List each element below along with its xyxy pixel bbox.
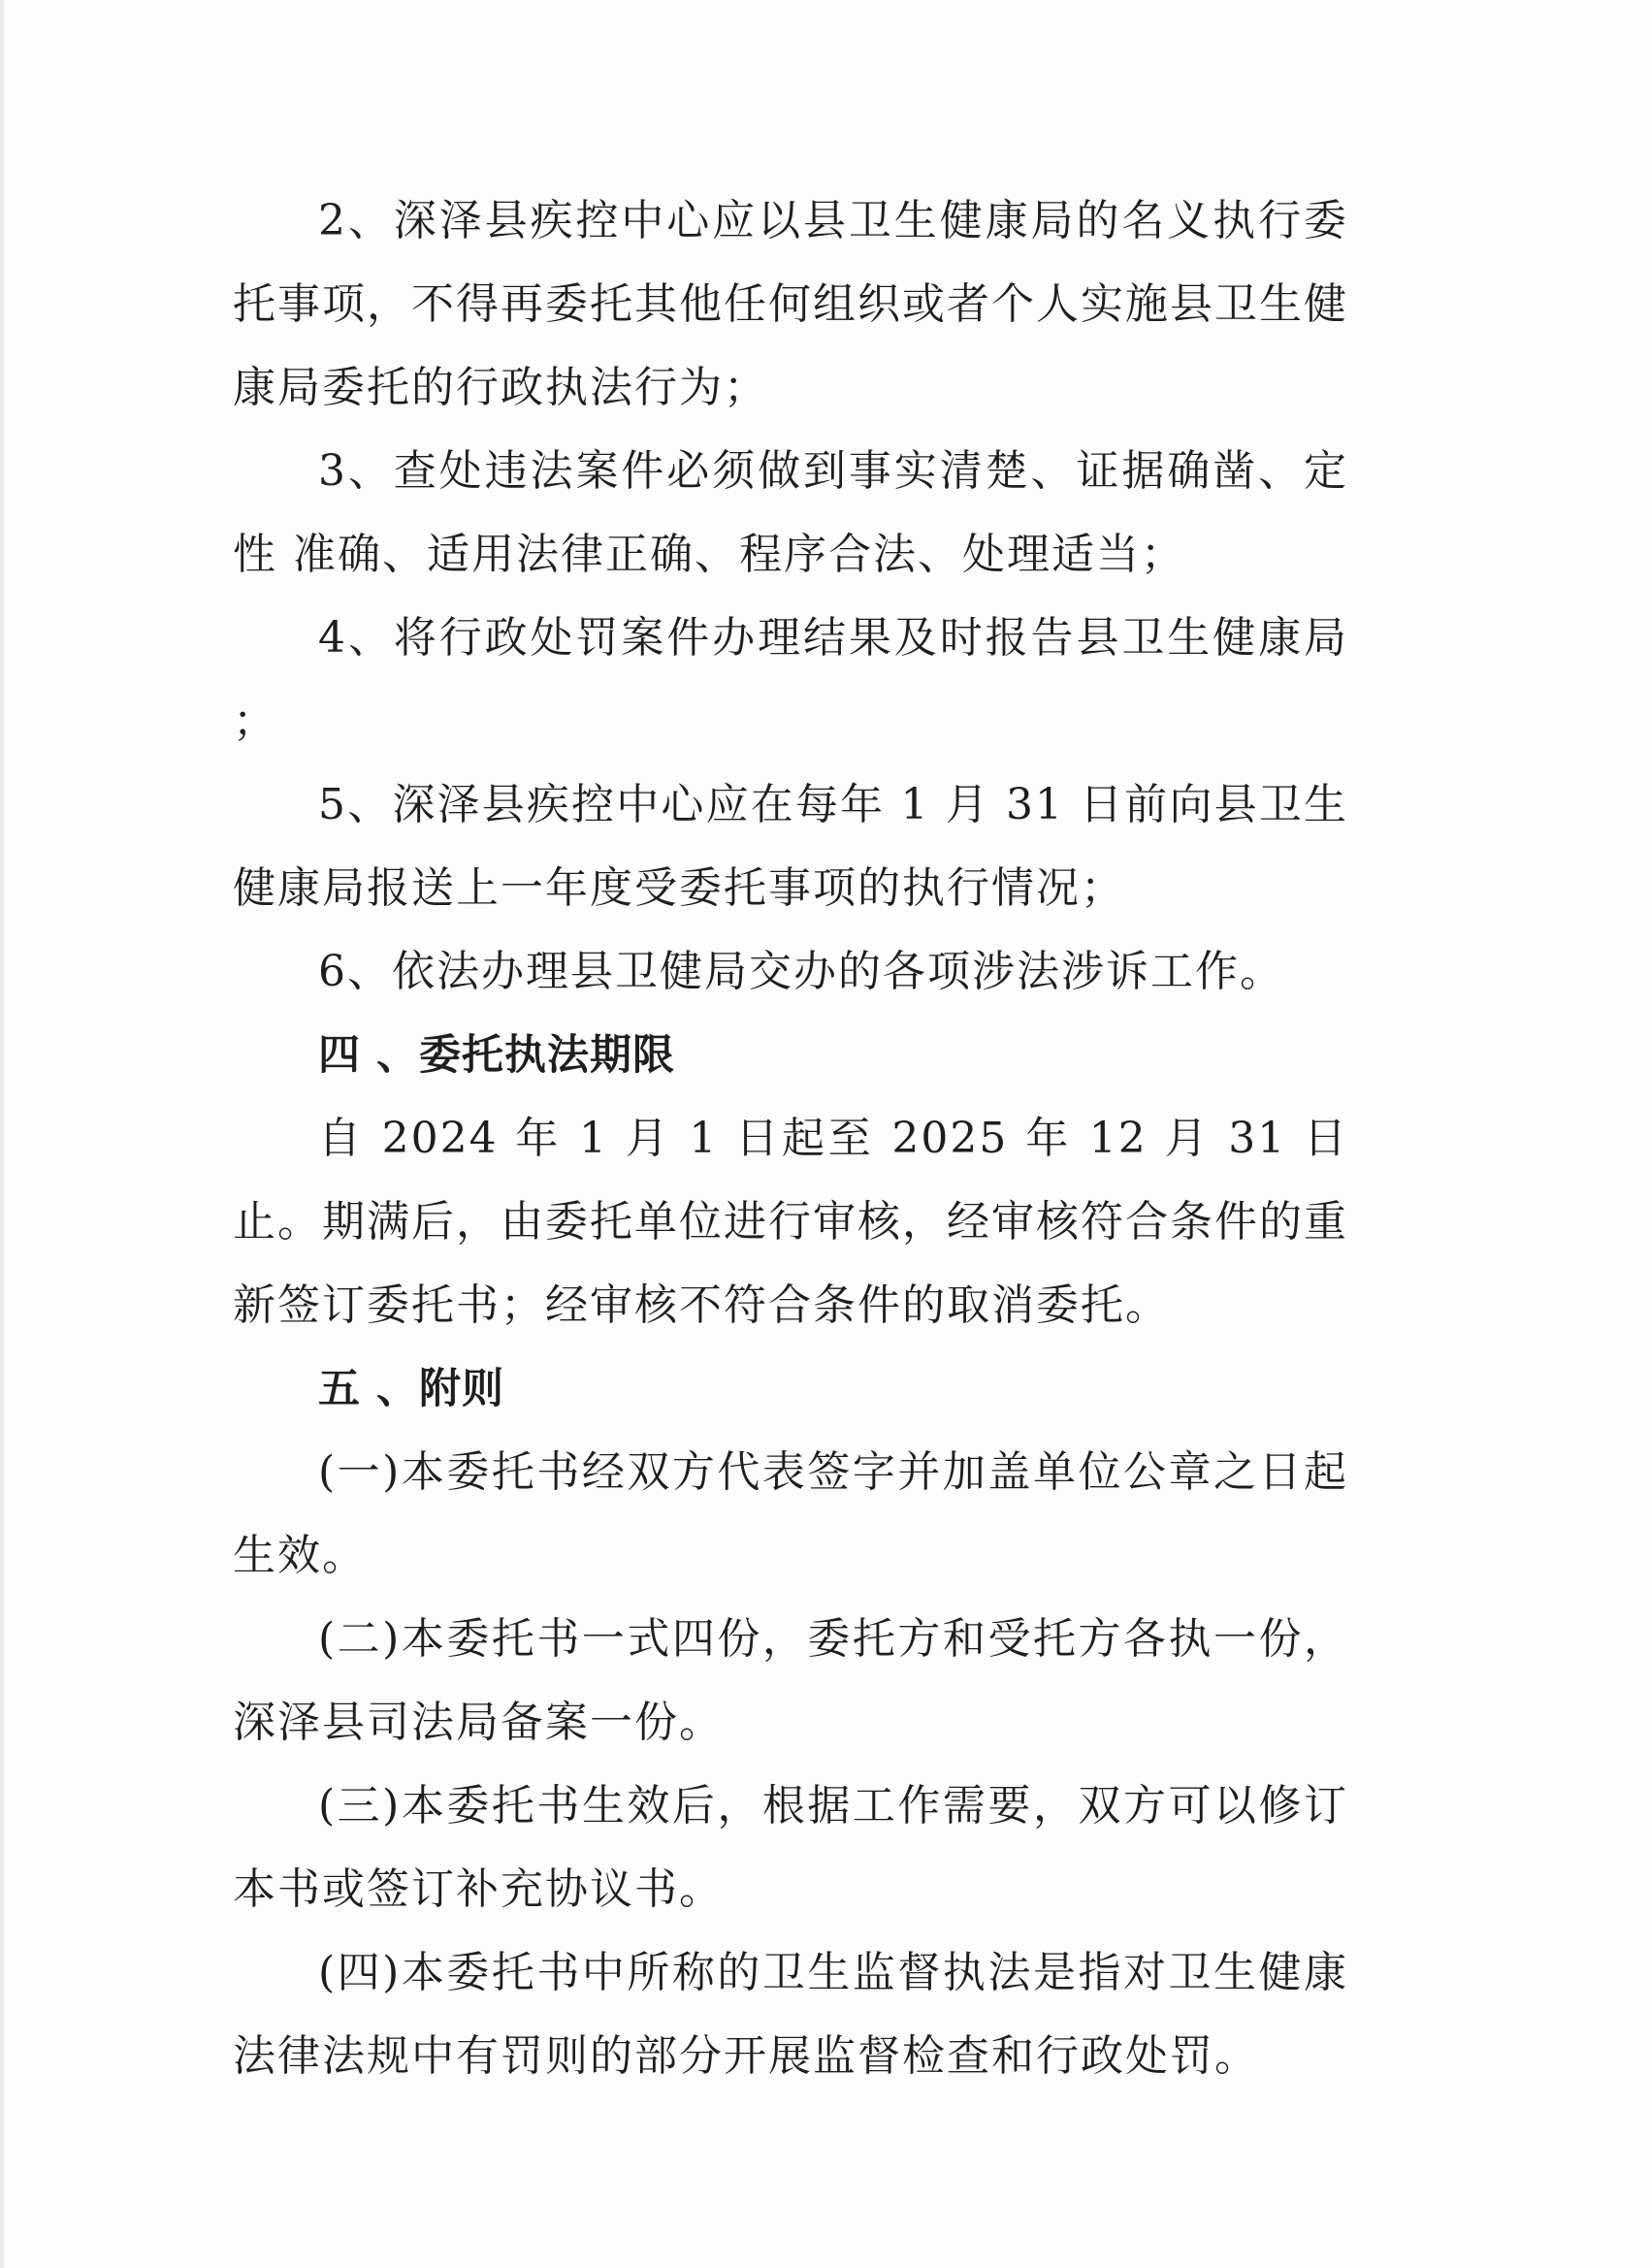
section-5-item-4: (四)本委托书中所称的卫生监督执法是指对卫生健康法律法规中有罚则的部分开展监督检查和行政处罚。	[233, 1948, 1348, 2081]
section-5-item-3: (三)本委托书生效后，根据工作需要，双方可以修订本书或签订补充协议书。	[233, 1781, 1348, 1914]
paragraph-item-6: 6、依法办理县卫健局交办的各项涉法涉诉工作。	[318, 947, 1284, 996]
paragraph-item-2: 2、深泽县疾控中心应以县卫生健康局的名义执行委托事项，不得再委托其他任何组织或者个人实施县卫生健康局委托的行政执法行为；	[233, 196, 1348, 412]
document-body	[233, 179, 1348, 2098]
section-5-item-2: (二)本委托书一式四份，委托方和受托方各执一份，深泽县司法局备案一份。	[233, 1614, 1348, 1747]
section-5-item-1: (一)本委托书经双方代表签字并加盖单位公章之日起生效。	[233, 1447, 1348, 1580]
section-heading-5: 五 、附则	[318, 1365, 504, 1413]
paragraph-item-4: 4、将行政处罚案件办理结果及时报告县卫生健康局 ；	[233, 613, 1348, 746]
paragraph-item-3: 3、查处违法案件必须做到事实清楚、证据确凿、定性 准确、适用法律正确、程序合法、处理适当；	[233, 446, 1348, 579]
scan-edge-mark	[0, 0, 4, 2268]
section-4-body: 自 2024 年 1 月 1 日起至 2025 年 12 月 31 日止。期满后，由委托单位进行审核，经审核符合条件的重新签订委托书；经审核不符合条件的取消委托。	[233, 1114, 1348, 1330]
section-heading-4: 四 、委托执法期限	[318, 1031, 675, 1080]
paragraph-item-5: 5、深泽县疾控中心应在每年 1 月 31 日前向县卫生健康局报送上一年度受委托事项的执行情况；	[233, 780, 1348, 913]
